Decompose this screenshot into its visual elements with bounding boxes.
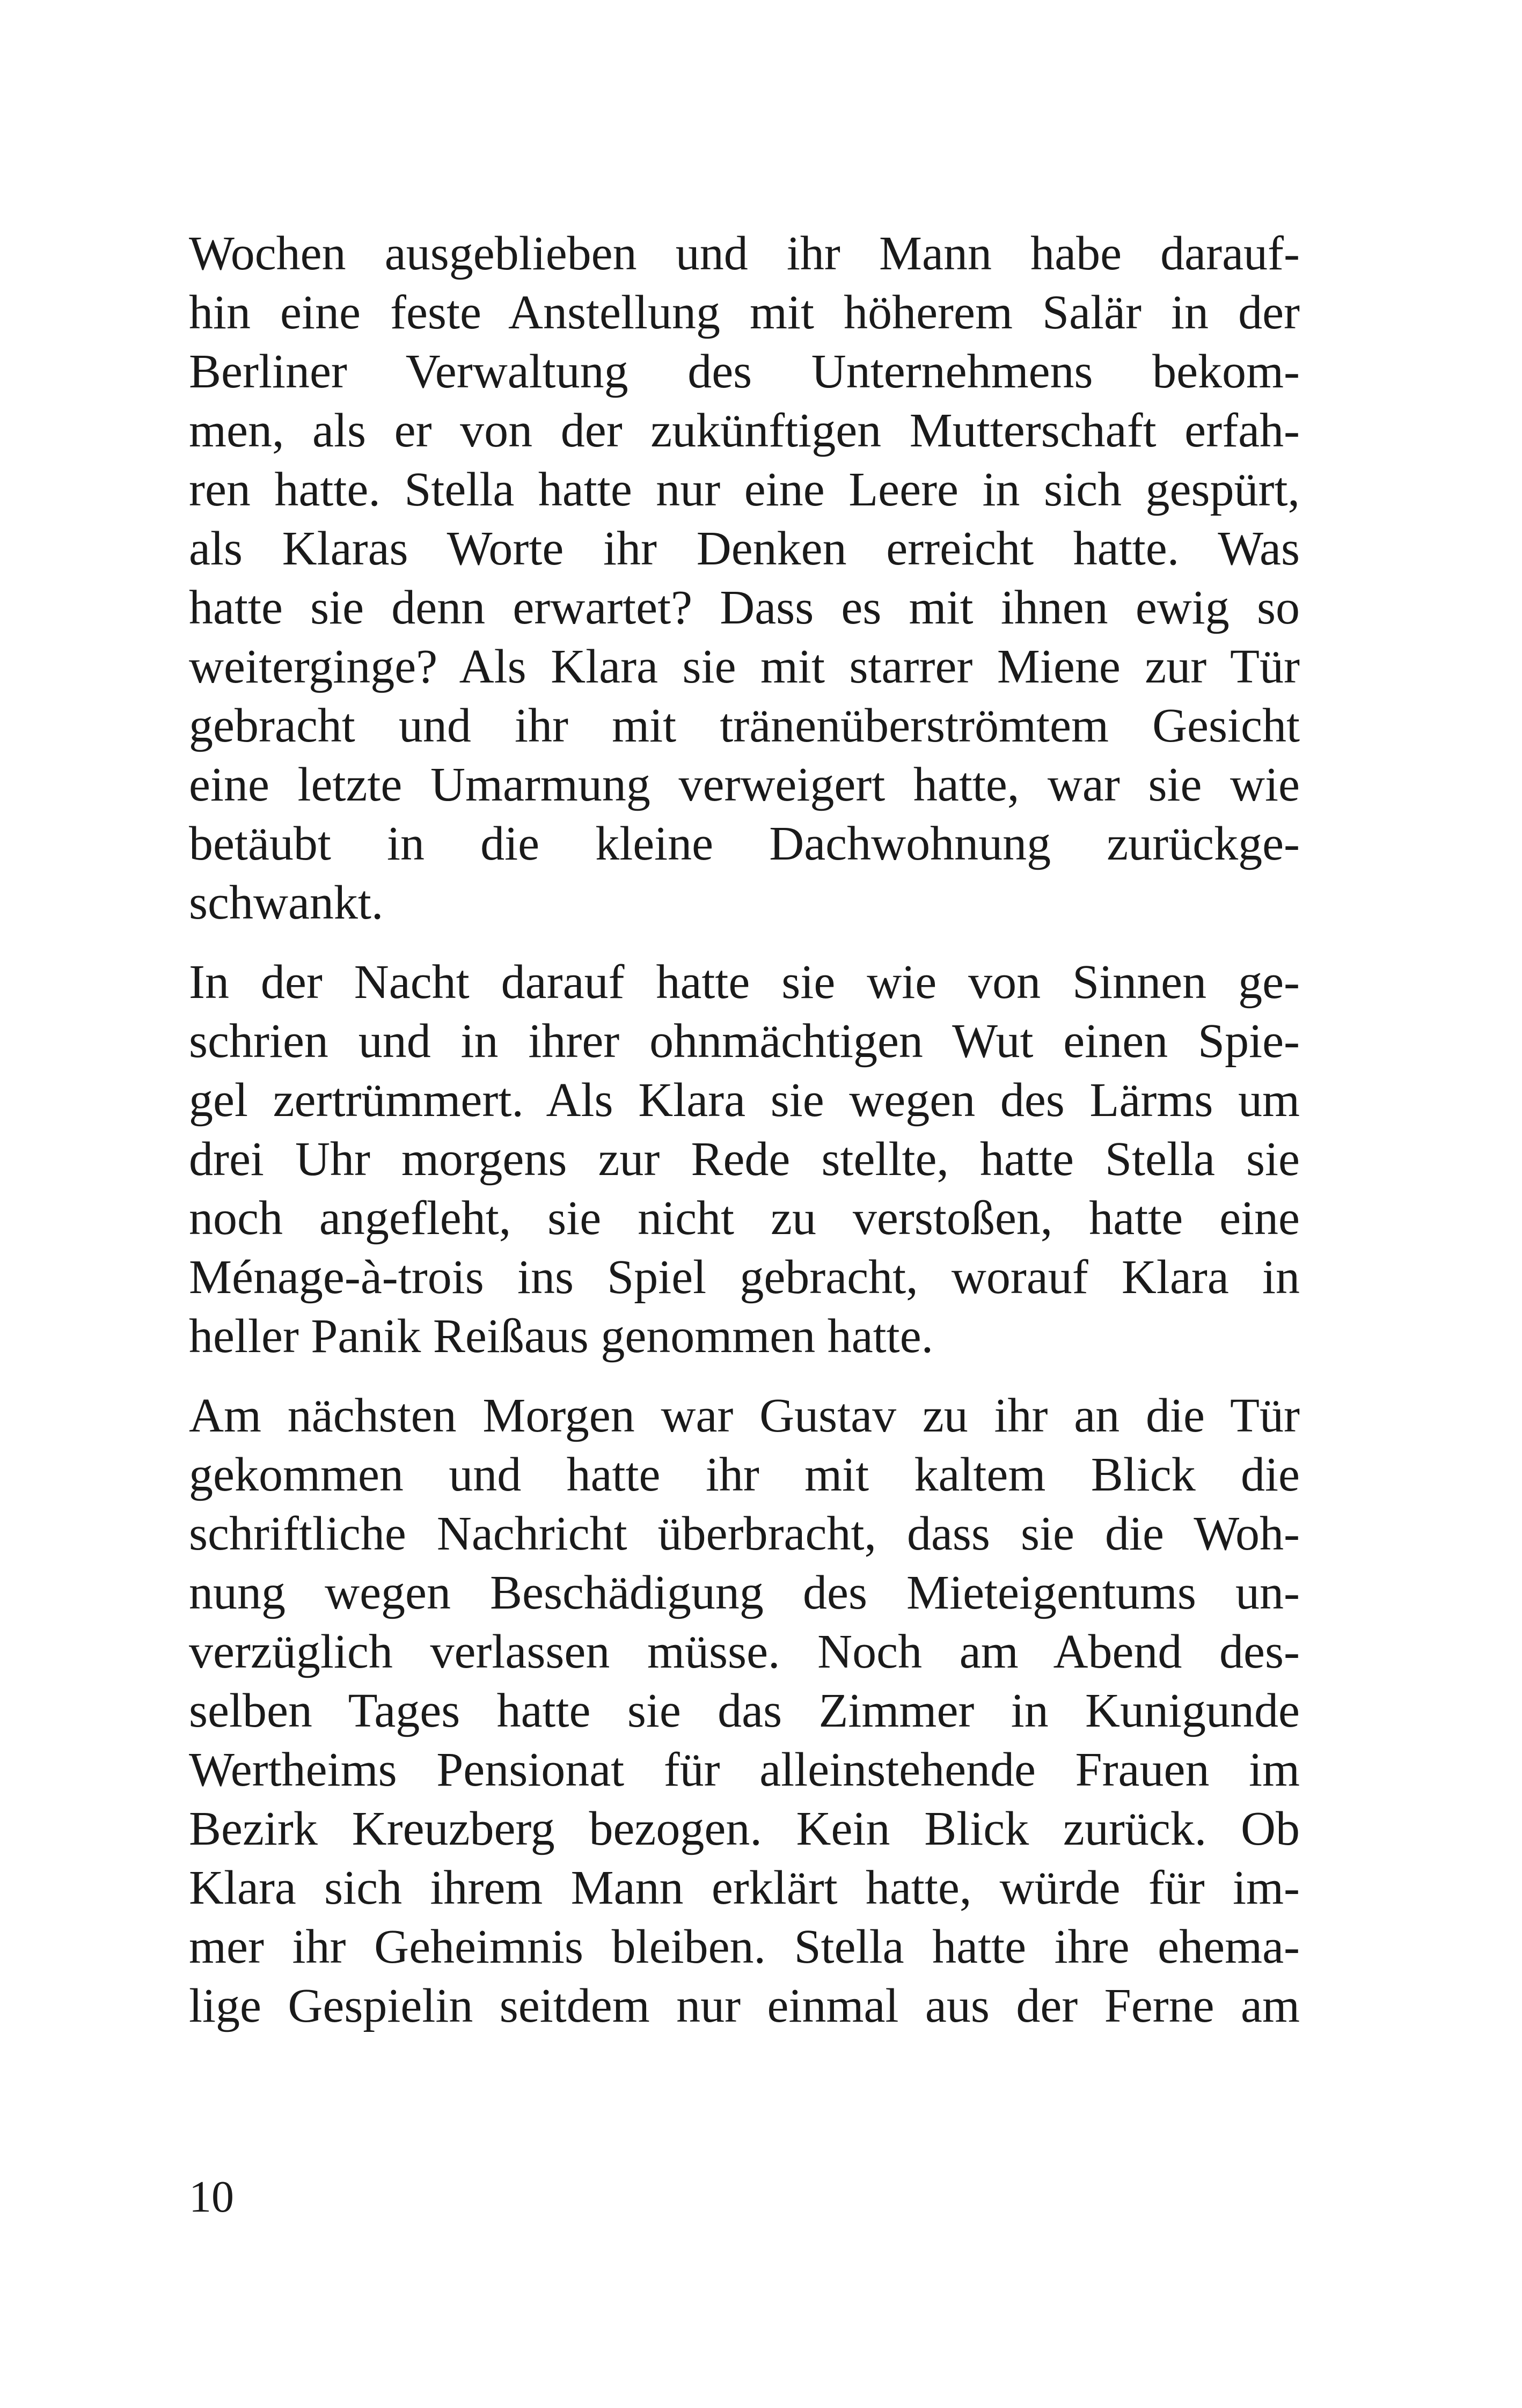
text-line: schwankt. — [189, 876, 384, 929]
text-line: schriftliche Nachricht überbracht, dass sie die Woh- — [189, 1507, 1300, 1560]
text-line: lige Gespielin seitdem nur einmal aus der Ferne am — [189, 1979, 1300, 2032]
text-line: drei Uhr morgens zur Rede stellte, hatte Stella sie — [189, 1133, 1300, 1186]
text-line: mer ihr Geheimnis bleiben. Stella hatte ihre ehema- — [189, 1920, 1300, 1973]
text-line: betäubt in die kleine Dachwohnung zurückge- — [189, 817, 1300, 870]
paragraph-1 — [189, 224, 1300, 933]
text-line: In der Nacht darauf hatte sie wie von Sinnen ge- — [189, 956, 1300, 1009]
text-line: Wertheims Pensionat für alleinstehende Frauen im — [189, 1743, 1300, 1796]
page-number: 10 — [189, 2172, 234, 2222]
text-line: nung wegen Beschädigung des Mieteigentums un- — [189, 1566, 1300, 1619]
text-line: verzüglich verlassen müsse. Noch am Abend des- — [189, 1625, 1300, 1678]
text-line: weiterginge? Als Klara sie mit starrer Miene zur Tür — [189, 640, 1300, 693]
text-line: Klara sich ihrem Mann erklärt hatte, würde für im- — [189, 1861, 1300, 1914]
paragraph-3 — [189, 1386, 1300, 2036]
text-line: gebracht und ihr mit tränenüberströmtem Gesicht — [189, 699, 1300, 752]
text-line: gekommen und hatte ihr mit kaltem Blick die — [189, 1448, 1300, 1501]
text-line: gel zertrümmert. Als Klara sie wegen des Lärms um — [189, 1074, 1300, 1127]
text-line: hatte sie denn erwartet? Dass es mit ihnen ewig so — [189, 581, 1300, 634]
text-line: men, als er von der zukünftigen Mutterschaft erfah- — [189, 404, 1300, 457]
text-line: Am nächsten Morgen war Gustav zu ihr an die Tür — [189, 1389, 1300, 1442]
text-line: Wochen ausgeblieben und ihr Mann habe darauf- — [189, 227, 1300, 280]
text-line: schrien und in ihrer ohnmächtigen Wut einen Spie- — [189, 1015, 1300, 1068]
paragraph-2 — [189, 953, 1300, 1366]
text-line: selben Tages hatte sie das Zimmer in Kunigunde — [189, 1684, 1300, 1737]
text-line: Ménage-à-trois ins Spiel gebracht, worauf Klara in — [189, 1251, 1300, 1304]
text-line: ren hatte. Stella hatte nur eine Leere in sich gespürt, — [189, 463, 1300, 516]
text-line: heller Panik Reißaus genommen hatte. — [189, 1310, 934, 1363]
body-text — [189, 224, 1300, 2036]
text-line: hin eine feste Anstellung mit höherem Salär in der — [189, 286, 1300, 339]
text-line: Bezirk Kreuzberg bezogen. Kein Blick zurück. Ob — [189, 1802, 1300, 1855]
text-line: eine letzte Umarmung verweigert hatte, war sie wie — [189, 758, 1300, 811]
text-line: noch angefleht, sie nicht zu verstoßen, hatte eine — [189, 1192, 1300, 1245]
text-line: als Klaras Worte ihr Denken erreicht hatte. Was — [189, 522, 1300, 575]
text-line: Berliner Verwaltung des Unternehmens bekom- — [189, 345, 1300, 398]
